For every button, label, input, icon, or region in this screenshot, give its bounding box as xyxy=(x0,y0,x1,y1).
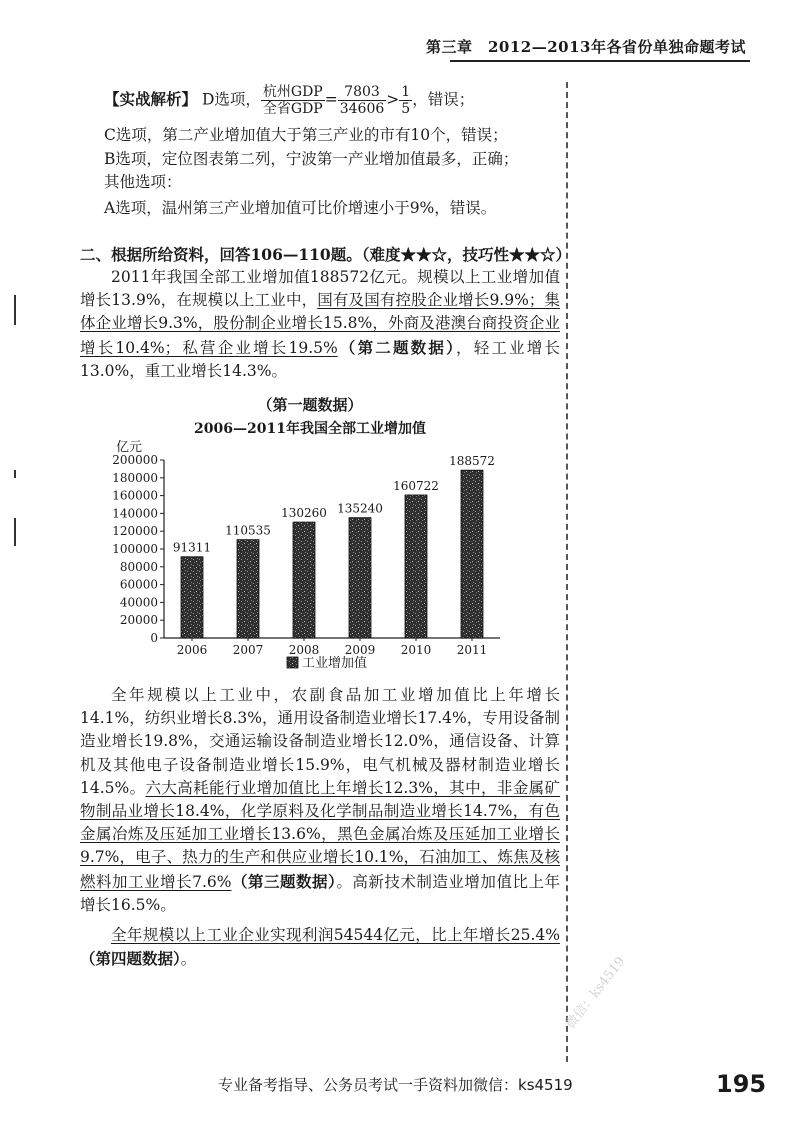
greater-than-sign: > xyxy=(386,90,400,109)
y-tick-label: 160000 xyxy=(112,488,158,503)
bar-value-label: 91311 xyxy=(172,540,212,555)
y-tick-label: 180000 xyxy=(112,470,158,485)
paragraph-3 xyxy=(80,924,560,971)
y-tick-label: 60000 xyxy=(119,577,158,592)
y-tick-label: 40000 xyxy=(119,595,158,610)
analysis-line-other: 其他选项： xyxy=(104,173,182,191)
x-tick-label: 2006 xyxy=(176,643,208,657)
paragraph-1-tag: （第二题数据） xyxy=(337,337,457,357)
bar-2008 xyxy=(293,522,315,638)
bar-value-label: 160722 xyxy=(393,478,439,493)
paragraph-2-text: 全年规模以上工业中，农副食品加工业增加值比上年增长14.1%，纺织业增长8.3%，通用设备制造业增长17.4%，专用设备制造业增长19.8%，交通运输设备制造业增长12.0%，通信设备、计算机及其他电子设备制造业增长15.9%，电气机械及器材制造业增长14.5%。 xyxy=(80,686,560,797)
bar-2006 xyxy=(181,557,203,638)
frac-denominator: 5 xyxy=(401,101,411,117)
chart-title: 2006—2011年我国全部工业增加值 xyxy=(194,421,426,437)
chart-caption: （第一题数据） xyxy=(257,396,363,414)
y-tick-label: 120000 xyxy=(112,524,158,539)
equals-sign: = xyxy=(324,90,338,109)
frac-numerator: 7803 xyxy=(338,84,387,101)
paragraph-2 xyxy=(80,684,560,917)
chapter-header: 第三章 2012—2013年各省份单独命题考试 xyxy=(426,38,746,56)
paragraph-3-tail: 。 xyxy=(180,950,197,969)
paragraph-2-tail: 。高新技术制造业增加值比上年增长16.5%。 xyxy=(80,872,560,914)
y-tick-label: 80000 xyxy=(119,559,158,574)
paragraph-2-tag: （第三题数据） xyxy=(231,871,337,891)
bar-2011 xyxy=(461,470,483,638)
frac-denominator: 34606 xyxy=(339,101,385,117)
frac-numerator: 杭州GDP xyxy=(262,84,323,100)
x-tick-label: 2009 xyxy=(344,643,376,657)
bar-value-label: 130260 xyxy=(281,506,327,521)
chart-ylabel: 亿元 xyxy=(116,440,143,455)
d-option-lead: D选项， xyxy=(201,90,261,109)
paragraph-1-tail: ，轻工业增长13.0%，重工业增长14.3%。 xyxy=(80,338,560,380)
x-tick-label: 2010 xyxy=(400,643,432,657)
analysis-line-a: A选项，温州第三产业增加值可比价增速小于9%，错误。 xyxy=(104,199,497,217)
bar-value-label: 135240 xyxy=(337,501,383,516)
bar-2010 xyxy=(405,495,427,638)
y-tick-label: 0 xyxy=(150,631,158,645)
d-option-tail: ，错误； xyxy=(412,90,475,109)
paragraph-2-underlined: 六大高耗能行业增加值比上年增长12.3%，其中，非金属矿物制品业增长18.4%，化学原料及化学制品制造业增长14.7%，有色金属冶炼及压延加工业增长13.6%，黑色金属冶炼及压延加工业增长9.7%，电子、热力的生产和供应业增长10.1%，石油加工、炼焦及核燃料加工业增长7.6% xyxy=(80,778,560,891)
y-tick-label: 140000 xyxy=(112,506,158,521)
x-tick-label: 2008 xyxy=(288,643,320,657)
paragraph-3-underlined: 全年规模以上工业企业实现利润54544亿元，比上年增长25.4% xyxy=(111,926,560,944)
section-heading: 二、根据所给资料，回答106—110题。（难度★★☆，技巧性★★☆） xyxy=(80,245,571,264)
y-tick-label: 100000 xyxy=(112,542,158,556)
x-tick-label: 2007 xyxy=(232,643,264,657)
frac-denominator: 全省GDP xyxy=(262,101,323,117)
legend-label: 工业增加值 xyxy=(302,656,368,671)
page-number: 195 xyxy=(716,1070,767,1098)
y-tick-label: 20000 xyxy=(119,613,158,628)
bar-2007 xyxy=(237,540,259,638)
bar-value-label: 110535 xyxy=(225,523,271,538)
paragraph-1-text: 2011年我国全部工业增加值188572亿元。规模以上工业增加值增长13.9%，在规模以上工业中， xyxy=(80,268,560,310)
bar-value-label: 188572 xyxy=(449,454,495,469)
analysis-heading: 【实战解析】 xyxy=(104,89,198,109)
analysis-line-b: B选项，定位图表第二列，宁波第一产业增加值最多，正确； xyxy=(104,150,519,168)
paragraph-1-underlined: 国有及国有控股企业增长9.9%；集体企业增长9.3%，股份制企业增长15.8%，外商及港澳台商投资企业增长10.4%；私营企业增长19.5% xyxy=(80,291,560,357)
x-tick-label: 2011 xyxy=(456,643,488,657)
legend-swatch xyxy=(287,657,298,668)
watermark: 微信：ks4519 xyxy=(563,954,629,1032)
analysis-line-c: C选项，第二产业增加值大于第三产业的市有10个，错误； xyxy=(104,126,508,144)
footer-text: 专业备考指导、公务员考试一手资料加微信：ks4519 xyxy=(218,1076,573,1094)
paragraph-3-tag: （第四题数据） xyxy=(80,949,181,969)
bar-2009 xyxy=(349,518,371,638)
frac-numerator: 1 xyxy=(401,84,411,100)
y-tick-label: 200000 xyxy=(112,453,158,467)
